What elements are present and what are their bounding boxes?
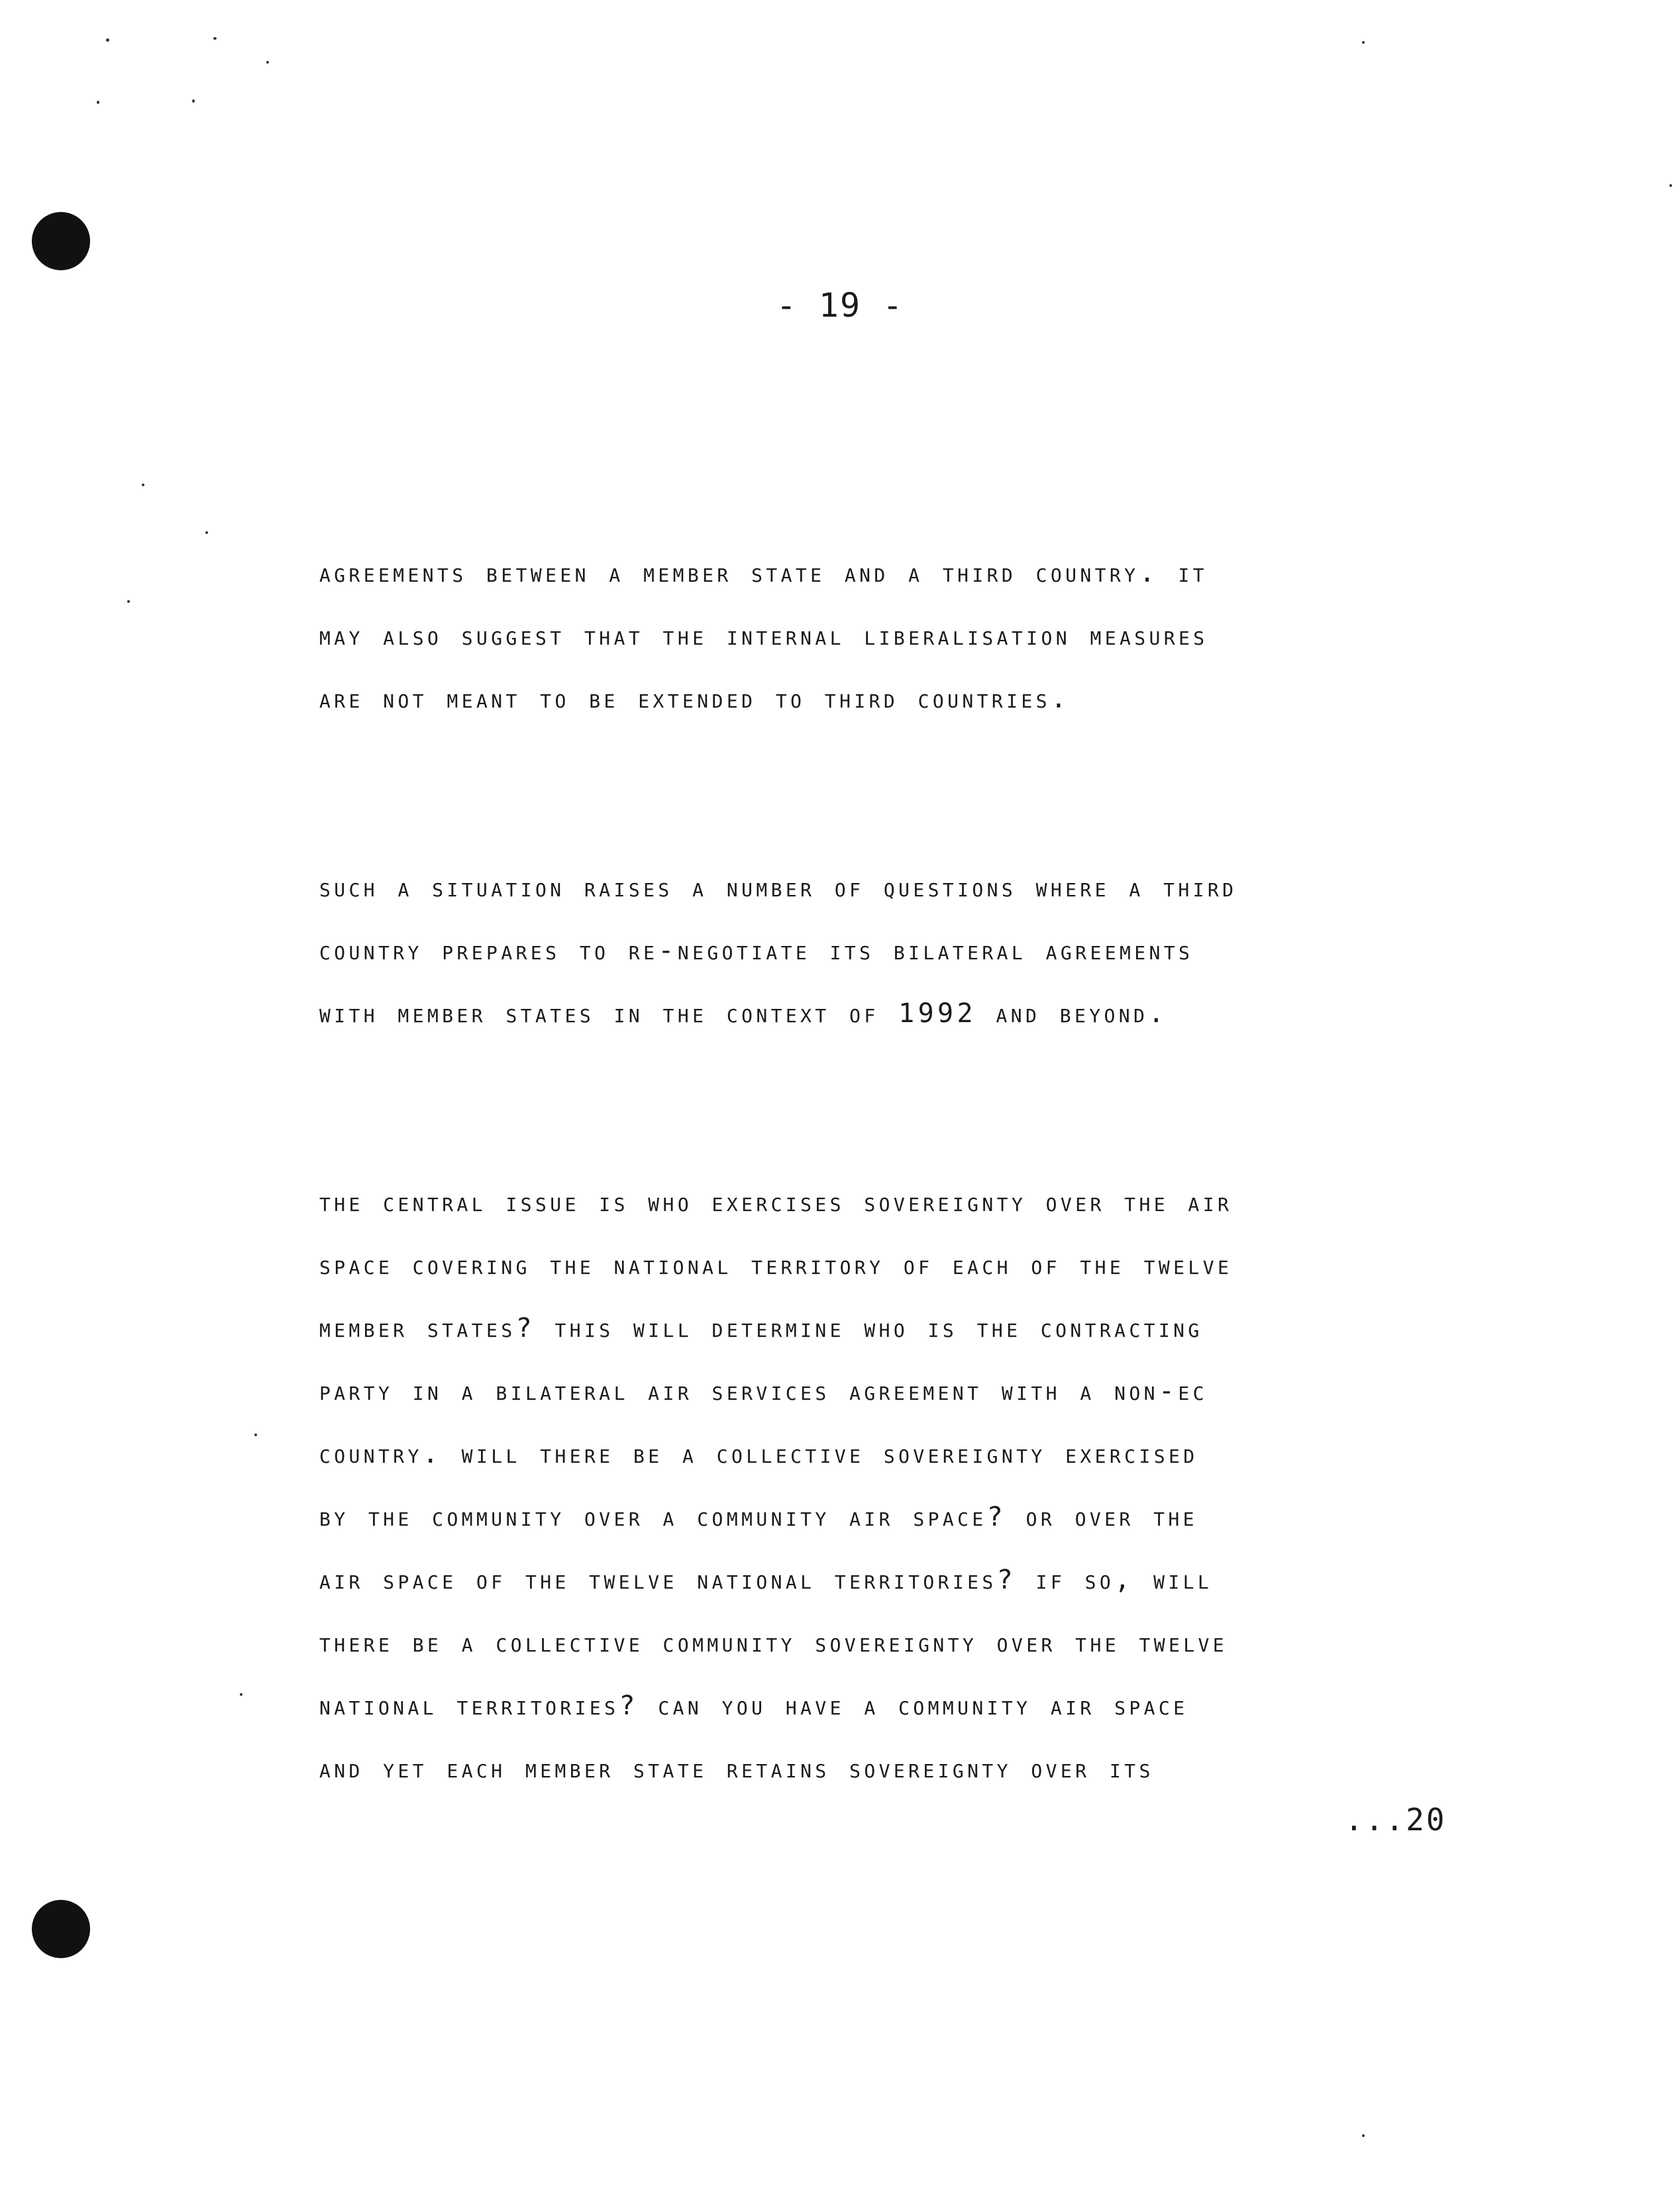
body-text	[319, 542, 1459, 1800]
paragraph-1	[319, 542, 1459, 731]
scan-speck	[97, 101, 99, 104]
scan-speck	[1669, 184, 1672, 187]
scan-speck	[205, 531, 208, 534]
text-line: agreements between a member state and a third country. it	[319, 558, 1208, 588]
page-number: - 19 -	[776, 286, 904, 325]
text-line: country prepares to re-negotiate its bilateral agreements	[319, 935, 1194, 966]
paragraph-2	[319, 857, 1459, 1045]
paragraph-gap	[319, 731, 1459, 857]
scan-speck	[106, 38, 109, 42]
punch-hole-bottom	[32, 1900, 90, 1958]
scan-speck	[254, 1434, 257, 1436]
paragraph-3	[319, 1171, 1459, 1800]
scan-speck	[127, 600, 130, 603]
text-line: space covering the national territory of each of the twelve	[319, 1250, 1233, 1280]
text-line: with member states in the context of 1992 and beyond.	[319, 998, 1168, 1029]
text-line: such a situation raises a number of questions where a third	[319, 872, 1237, 903]
text-line: are not meant to be extended to third countries.	[319, 684, 1071, 714]
scan-speck	[192, 99, 195, 103]
text-line: may also suggest that the internal liberalisation measures	[319, 621, 1208, 651]
scan-speck	[1362, 41, 1365, 44]
text-line: by the community over a community air space? or over the	[319, 1502, 1198, 1532]
scan-speck	[1362, 2134, 1365, 2137]
text-line: national territories? can you have a community air space	[319, 1691, 1188, 1721]
text-line: there be a collective community sovereignty over the twelve	[319, 1628, 1228, 1658]
scan-speck	[266, 61, 269, 64]
text-line: member states? this will determine who is the contracting	[319, 1313, 1203, 1343]
scan-speck	[142, 484, 144, 486]
text-line: and yet each member state retains sovereignty over its	[319, 1753, 1154, 1784]
paragraph-gap	[319, 1045, 1459, 1171]
text-line: air space of the twelve national territories? if so, will	[319, 1565, 1213, 1595]
continuation-marker: ...20	[1345, 1802, 1447, 1838]
text-line: party in a bilateral air services agreement with a non-ec	[319, 1376, 1208, 1406]
scan-speck	[240, 1693, 242, 1696]
text-line: the central issue is who exercises sovereignty over the air	[319, 1187, 1233, 1218]
punch-hole-top	[32, 212, 90, 270]
text-line: country. will there be a collective sovereignty exercised	[319, 1439, 1198, 1469]
scan-speck	[213, 37, 217, 40]
